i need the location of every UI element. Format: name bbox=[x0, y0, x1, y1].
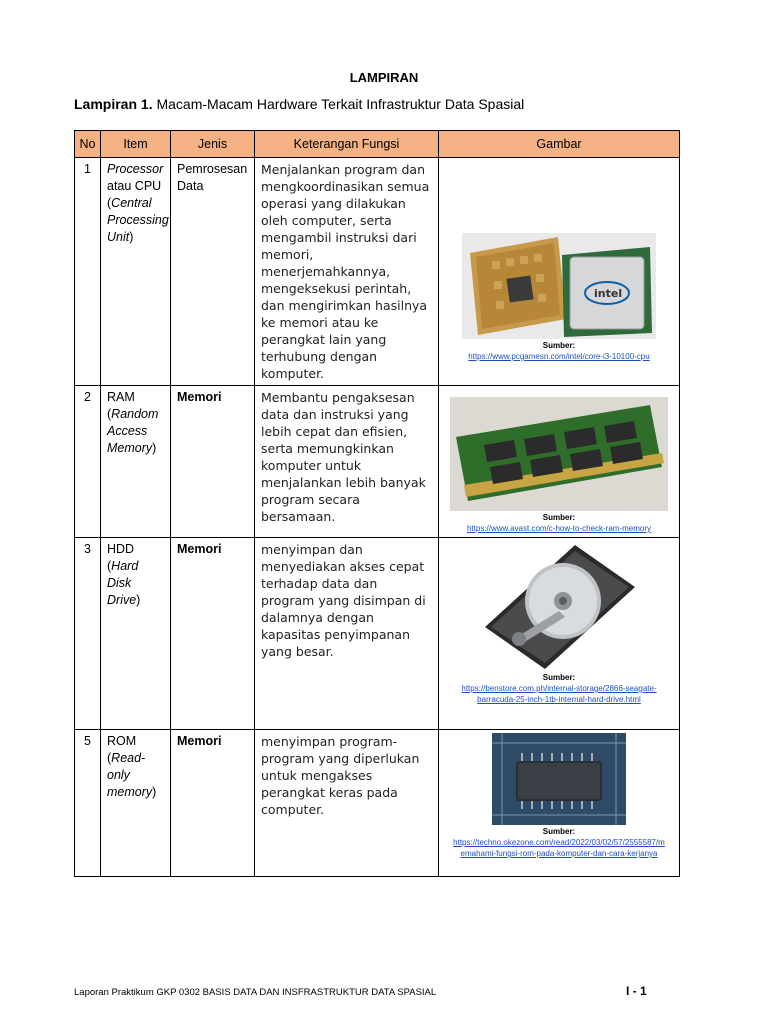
cpu-processor-photo-icon bbox=[462, 233, 656, 339]
sumber-link[interactable]: https://techno.okezone.com/read/2022/03/02/57/2555587/memahami-fungsi-rom-pada-komputer-dan-cara-kerjanya bbox=[453, 838, 665, 858]
header-jenis: Jenis bbox=[171, 131, 255, 158]
item-name-rest: atau CPU bbox=[107, 179, 162, 193]
page-heading: LAMPIRAN bbox=[349, 70, 419, 85]
appendix-title bbox=[74, 96, 524, 112]
item-fullname: Random Access Memory bbox=[107, 407, 159, 455]
jenis-cell: Memori bbox=[171, 538, 255, 730]
sumber-label: Sumber: bbox=[542, 673, 576, 682]
item-cell bbox=[101, 538, 171, 730]
ram-module-photo-icon bbox=[450, 397, 668, 511]
item-paren-close: ) bbox=[152, 785, 157, 799]
item-paren-close: ) bbox=[136, 593, 141, 607]
sumber-label: Sumber: bbox=[542, 827, 576, 836]
row-number: 5 bbox=[75, 730, 101, 877]
gambar-cell bbox=[439, 730, 680, 877]
table-row bbox=[75, 730, 680, 877]
keterangan-cell: Membantu pengaksesan data dan instruksi yang lebih cepat dan efisien, serta memungkinkan komputer untuk menjalankan lebih banyak program secara bersamaan. bbox=[255, 386, 439, 538]
jenis-cell: Pemrosesan Data bbox=[171, 158, 255, 386]
item-name: Processor bbox=[107, 162, 164, 176]
item-paren-close: ) bbox=[129, 230, 134, 244]
hardware-table bbox=[74, 130, 680, 877]
gambar-cell bbox=[439, 386, 680, 538]
row-number: 3 bbox=[75, 538, 101, 730]
header-keterangan: Keterangan Fungsi bbox=[255, 131, 439, 158]
item-paren-open: ( bbox=[107, 751, 112, 765]
cpu-brand-label: intel bbox=[594, 287, 623, 300]
item-paren-open: ( bbox=[107, 196, 112, 210]
jenis-cell: Memori bbox=[171, 730, 255, 877]
item-fullname: Read-only memory bbox=[107, 751, 153, 799]
rom-chip-photo-icon bbox=[492, 733, 626, 825]
sumber-label: Sumber: bbox=[542, 341, 576, 350]
page-number: I - 1 bbox=[626, 984, 647, 998]
sumber-link[interactable]: https://benstore.com.ph/internal-storage/2866-seagate-barracuda-25-inch-1tb-internal-hard-drive.html bbox=[461, 684, 657, 704]
jenis-cell: Memori bbox=[171, 386, 255, 538]
keterangan-cell: menyimpan program-program yang diperlukan untuk mengakses perangkat keras pada computer. bbox=[255, 730, 439, 877]
table-row bbox=[75, 538, 680, 730]
item-fullname: Hard Disk Drive bbox=[107, 559, 139, 607]
item-name: RAM bbox=[107, 390, 135, 404]
header-no: No bbox=[75, 131, 101, 158]
appendix-number: Lampiran 1. bbox=[74, 96, 153, 112]
row-number: 2 bbox=[75, 386, 101, 538]
item-paren-open: ( bbox=[107, 407, 112, 421]
appendix-caption: Macam-Macam Hardware Terkait Infrastruktur Data Spasial bbox=[152, 96, 525, 112]
header-item: Item bbox=[101, 131, 171, 158]
item-name: HDD bbox=[107, 542, 135, 556]
item-name: ROM bbox=[107, 734, 137, 748]
keterangan-cell: menyimpan dan menyediakan akses cepat terhadap data dan program yang disimpan di dalamnya dengan kapasitas penyimpanan yang besar. bbox=[255, 538, 439, 730]
item-cell bbox=[101, 730, 171, 877]
sumber-link[interactable]: https://www.pcgamesn.com/intel/core-i3-10100-cpu bbox=[468, 352, 650, 361]
item-cell bbox=[101, 386, 171, 538]
header-gambar: Gambar bbox=[439, 131, 680, 158]
table-header-row bbox=[75, 131, 680, 158]
keterangan-cell: Menjalankan program dan mengkoordinasikan semua operasi yang dilakukan oleh computer, serta mengambil instruksi dari memori, menerjemahkannya, mengeksekusi perintah, dan mengirimkan hasilnya ke memori atau ke perangkat lain yang terhubung dengan komputer. bbox=[255, 158, 439, 386]
gambar-cell bbox=[439, 158, 680, 386]
table-row bbox=[75, 386, 680, 538]
table-row bbox=[75, 158, 680, 386]
sumber-label: Sumber: bbox=[542, 513, 576, 522]
item-paren-open: ( bbox=[107, 559, 112, 573]
item-fullname: Central Processing Unit bbox=[107, 196, 169, 244]
gambar-cell bbox=[439, 538, 680, 730]
item-paren-close: ) bbox=[152, 441, 157, 455]
hard-disk-photo-icon bbox=[479, 541, 639, 671]
sumber-link[interactable]: https://www.avast.com/c-how-to-check-ram-memory bbox=[466, 524, 652, 533]
footer-report-title: Laporan Praktikum GKP 0302 BASIS DATA DAN INSFRASTRUKTUR DATA SPASIAL bbox=[74, 987, 437, 998]
item-cell bbox=[101, 158, 171, 386]
row-number: 1 bbox=[75, 158, 101, 386]
